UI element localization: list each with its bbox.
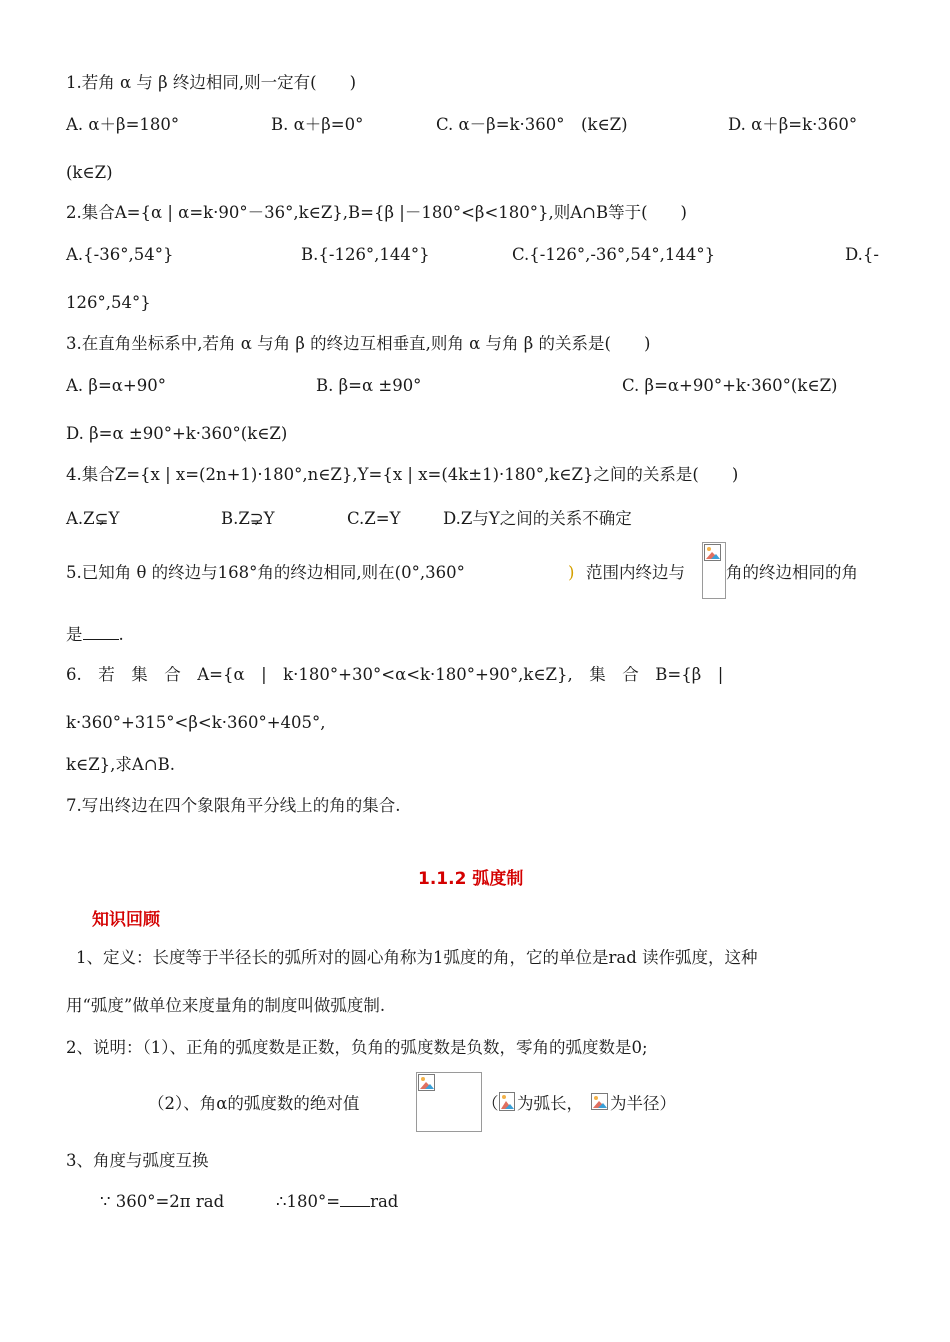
definition-line2: 用“弧度”做单位来度量角的制度叫做弧度制. <box>66 996 386 1015</box>
q2-option-a: A.{-36°,54°} <box>66 245 174 264</box>
q5-stem-part3: 角的终边相同的角 <box>726 563 858 582</box>
q5-paren: ) <box>568 563 575 582</box>
note-radius-label: 为半径） <box>610 1094 676 1113</box>
q2-option-d-cont: 126°,54°} <box>66 293 151 312</box>
q3-option-b: B. β=α ±90° <box>316 376 422 395</box>
q1-option-a: A. α＋β=180° <box>66 115 180 134</box>
definition-line1: 1、定义：长度等于半径长的弧所对的圆心角称为1弧度的角，它的单位是rad 读作弧度，这种 <box>76 948 758 967</box>
note-item2-prefix: （2）、角α的弧度数的绝对值 <box>148 1094 360 1113</box>
q3-option-d: D. β=α ±90°+k·360°(k∈Z) <box>66 424 288 443</box>
therefore-line <box>276 1191 398 1213</box>
conversion-title: 3、角度与弧度互换 <box>66 1151 209 1170</box>
image-glyph <box>704 544 722 562</box>
q7-text: 7.写出终边在四个象限角平分线上的角的集合. <box>66 796 401 815</box>
q5-cont-text: 是 <box>66 625 83 644</box>
q4-option-a: A.Z⊊Y <box>66 509 120 528</box>
review-heading: 知识回顾 <box>92 910 160 930</box>
conversion-answer-blank <box>340 1206 370 1207</box>
q5-end: . <box>118 625 124 644</box>
q4-stem: 4.集合Z={x | x=(2n+1)·180°,n∈Z},Y={x | x=(4k±1)·180°,k∈Z}之间的关系是( ) <box>66 465 739 484</box>
q4-option-d: D.Z与Y之间的关系不确定 <box>443 509 632 528</box>
note-arc-label: 为弧长， <box>517 1094 583 1113</box>
image-glyph <box>499 1092 516 1112</box>
q1-option-b: B. α＋β=0° <box>271 115 364 134</box>
q1-option-d: D. α＋β=k·360° <box>728 115 858 134</box>
radius-image-icon <box>591 1093 609 1115</box>
therefore-suffix: rad <box>370 1192 399 1211</box>
broken-image-icon <box>702 542 726 599</box>
q1-option-c: C. α－β=k·360° (k∈Z) <box>436 115 628 134</box>
q6-line1: 6. 若 集 合 A={α | k·180°+30°<α<k·180°+90°,k∈Z}, 集 合 B={β | <box>66 665 724 684</box>
q2-option-c: C.{-126°,-36°,54°,144°} <box>512 245 716 264</box>
section-title: 1.1.2 弧度制 <box>418 869 524 889</box>
q2-option-b: B.{-126°,144°} <box>301 245 430 264</box>
q1-stem: 1.若角 α 与 β 终边相同,则一定有( ) <box>66 73 357 92</box>
image-glyph <box>591 1093 609 1111</box>
q3-option-a: A. β=α+90° <box>66 376 166 395</box>
q5-stem-part2: 范围内终边与 <box>586 563 685 582</box>
q5-stem-part1: 5.已知角 θ 的终边与168°角的终边相同,则在(0°,360° <box>66 563 465 582</box>
q4-option-c: C.Z=Y <box>347 509 401 528</box>
q3-option-c: C. β=α+90°+k·360°(k∈Z) <box>622 376 838 395</box>
note-paren-open: （ <box>482 1094 499 1113</box>
therefore-prefix: ∴180°= <box>276 1192 341 1211</box>
q4-option-b: B.Z⊋Y <box>221 509 275 528</box>
q5-answer-blank <box>83 639 119 640</box>
q6-line2: k·360°+315°<β<k·360°+405°, <box>66 713 326 732</box>
q6-line3: k∈Z},求A∩B. <box>66 755 176 774</box>
note-line1: 2、说明：（1）、正角的弧度数是正数，负角的弧度数是负数，零角的弧度数是0; <box>66 1038 648 1057</box>
because-line: ∵ 360°=2π rad <box>100 1192 225 1211</box>
q3-stem: 3.在直角坐标系中,若角 α 与角 β 的终边互相垂直,则角 α 与角 β 的关系是( ) <box>66 334 651 353</box>
q1-option-d-cont: (k∈Z) <box>66 163 113 182</box>
q5-cont <box>66 624 124 646</box>
formula-image-icon <box>416 1072 482 1132</box>
q2-stem: 2.集合A={α | α=k·90°－36°,k∈Z},B={β |－180°<β<180°},则A∩B等于( ) <box>66 203 687 222</box>
image-glyph <box>418 1074 436 1092</box>
q2-option-d: D.{- <box>845 245 879 264</box>
arc-length-image-icon <box>499 1092 516 1116</box>
